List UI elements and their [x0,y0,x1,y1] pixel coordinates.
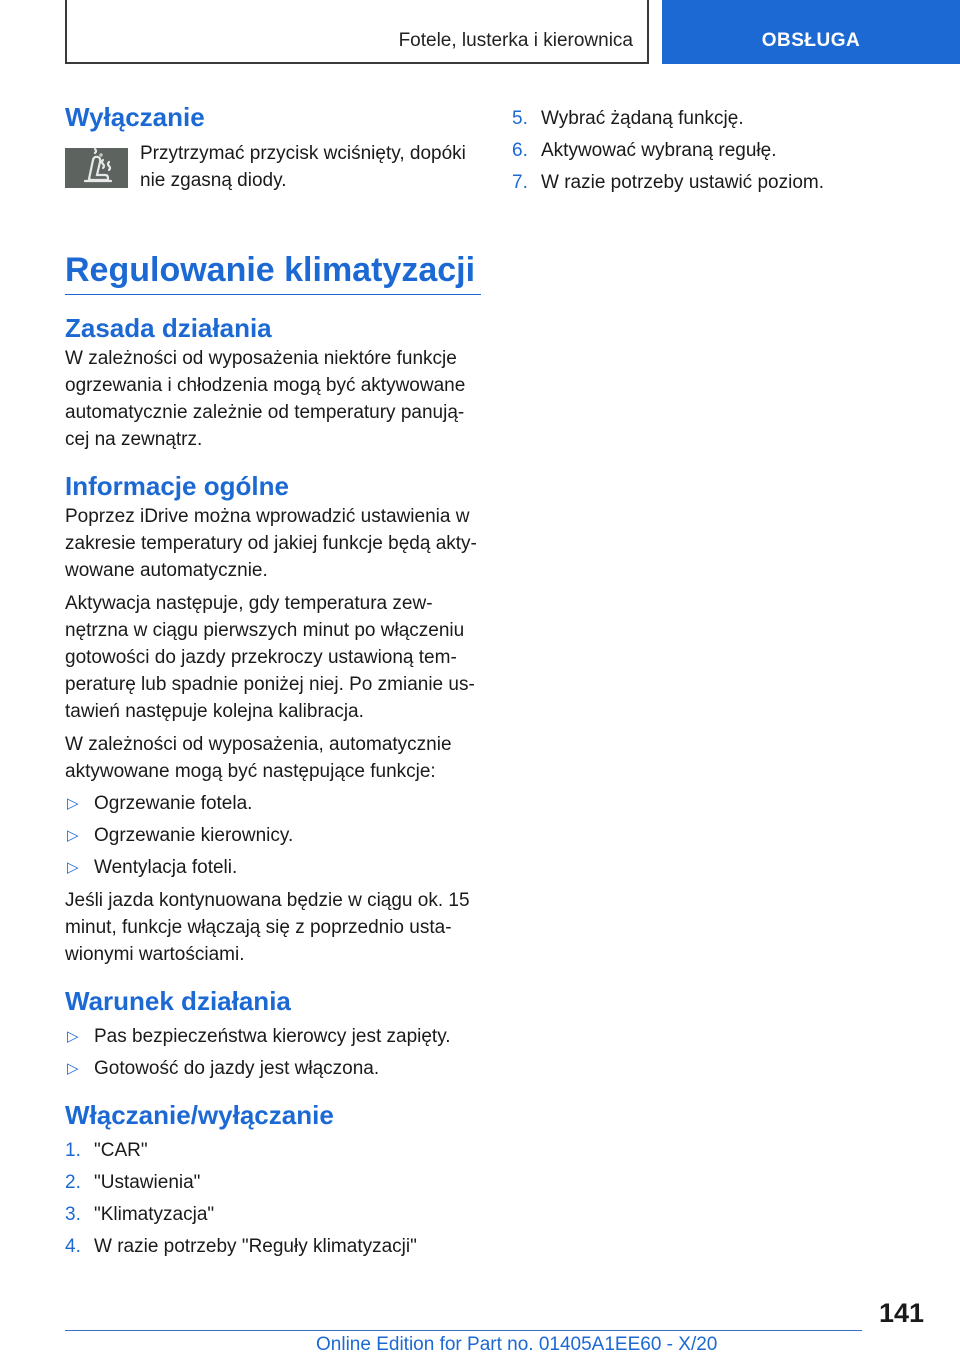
general-info-paragraph-2: Aktywacja następuje, gdy temperatura zewnętrzna w ciągu pierwszych minut po włączeniu gotowości do jazdy przekroczy ustawioną temperaturę lub spadnie poniżej niej. Po zmianie ustawień następuje kolejna kalibracja. [65,593,475,722]
step-item [512,169,912,196]
step-text: "Ustawienia" [94,1172,201,1193]
on-off-steps [65,1137,481,1260]
list-item-text: Wentylacja foteli. [94,857,238,878]
step-item [512,105,912,132]
step-item [65,1233,481,1260]
header-chapter-tab[interactable] [662,0,960,64]
step-text: "Klimatyzacja" [94,1204,215,1225]
step-number: 2. [65,1172,81,1193]
off-instruction-text: Przytrzymać przycisk wciśnięty, dopóki nie zgasną diody. [140,143,466,191]
triangle-right-icon: ▷ [67,827,79,844]
right-column [512,100,912,196]
triangle-right-icon: ▷ [67,795,79,812]
condition-list [65,1023,481,1082]
general-info-heading: Informacje ogólne [65,471,289,501]
step-text: Aktywować wybraną regułę. [541,140,777,161]
step-text: W razie potrzeby ustawić poziom. [541,172,824,193]
list-item-text: Gotowość do jazdy jest włączona. [94,1058,380,1079]
principle-heading: Zasada działania [65,313,272,343]
list-item-text: Pas bezpieczeństwa kierowcy jest zapięty. [94,1026,451,1047]
seat-ventilation-icon [65,148,128,188]
step-text: Wybrać żądaną funkcję. [541,108,744,129]
step-text: "CAR" [94,1140,148,1161]
function-list [65,790,481,881]
step-number: 1. [65,1140,81,1161]
left-column [65,100,481,1260]
main-heading: Regulowanie klimatyzacji [65,251,476,289]
main-heading-block [65,248,481,295]
off-heading: Wyłączanie [65,102,205,132]
list-item [65,790,481,817]
continued-steps [512,105,912,196]
step-number: 6. [512,140,528,161]
list-item [65,1055,481,1082]
triangle-right-icon: ▷ [67,1028,79,1045]
general-info-paragraph-3: W zależności od wyposażenia, automatycznie aktywowane mogą być następujące funkcje: [65,734,452,782]
general-info-paragraph-1: Poprzez iDrive można wprowadzić ustawienia w zakresie temperatury od jakiej funkcje będą aktywowane automatycznie. [65,506,477,581]
step-number: 4. [65,1236,81,1257]
general-info-paragraph-4: Jeśli jazda kontynuowana będzie w ciągu ok. 15 minut, funkcje włączają się z poprzednio ustawionymi wartościami. [65,890,470,965]
list-item [65,822,481,849]
step-number: 5. [512,108,528,129]
on-off-heading: Włączanie/wyłączanie [65,1100,334,1130]
list-item-text: Ogrzewanie kierownicy. [94,825,294,846]
page-number: 141 [878,1298,924,1328]
step-item [512,137,912,164]
condition-heading: Warunek działania [65,986,291,1016]
list-item [65,854,481,881]
triangle-right-icon: ▷ [67,1060,79,1077]
list-item [65,1023,481,1050]
footer-edition-text: Online Edition for Part no. 01405A1EE60 - X/20 [316,1334,718,1355]
triangle-right-icon: ▷ [67,859,79,876]
header-section-box [65,0,649,64]
header-chapter-label: OBSŁUGA [761,30,861,51]
step-number: 7. [512,172,528,193]
step-text: W razie potrzeby "Reguły klimatyzacji" [94,1236,417,1257]
off-instruction [65,143,481,194]
principle-text: W zależności od wyposażenia niektóre funkcje ogrzewania i chłodzenia mogą być aktywowane automatycznie zależnie od temperatury panującej na zewnątrz. [65,348,466,450]
step-number: 3. [65,1204,81,1225]
list-item-text: Ogrzewanie fotela. [94,793,253,814]
step-item [65,1169,481,1196]
footer-divider [65,1330,862,1331]
step-item [65,1137,481,1164]
step-item [65,1201,481,1228]
header-section-title: Fotele, lusterka i kierownica [398,30,633,51]
